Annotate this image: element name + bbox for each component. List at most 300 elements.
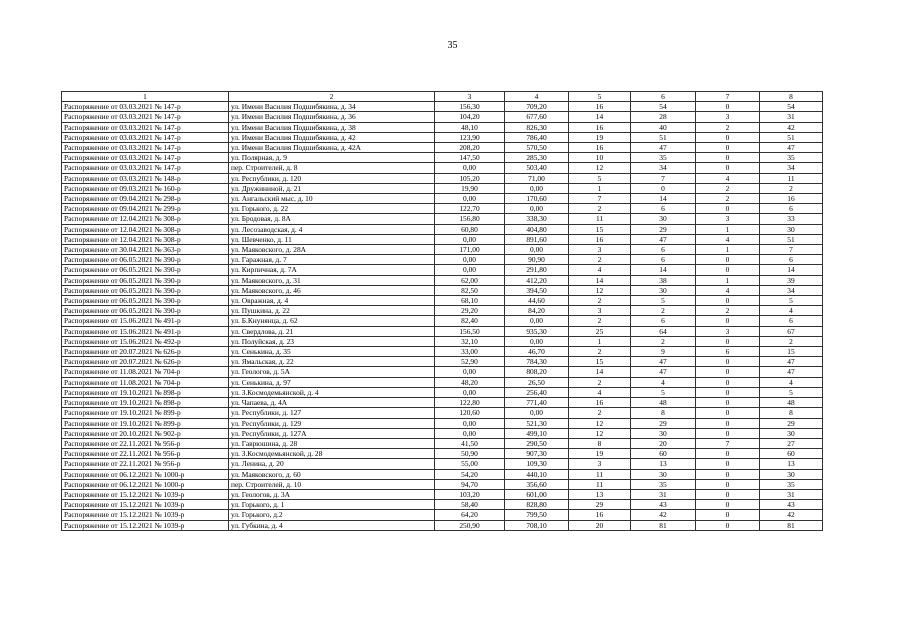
cell-col7: 4 bbox=[696, 234, 760, 244]
column-header: 8 bbox=[760, 92, 823, 102]
cell-col3: 41,50 bbox=[435, 438, 505, 448]
cell-col8: 31 bbox=[760, 489, 823, 499]
cell-col8: 60 bbox=[760, 449, 823, 459]
cell-col7: 4 bbox=[696, 285, 760, 295]
cell-col7: 0 bbox=[696, 449, 760, 459]
cell-col3: 104,20 bbox=[435, 112, 505, 122]
cell-address: ул. Лесозаводская, д. 4 bbox=[229, 224, 435, 234]
cell-col4: 709,20 bbox=[505, 102, 569, 112]
cell-col6: 34 bbox=[631, 163, 696, 173]
cell-col3: 156,30 bbox=[435, 102, 505, 112]
cell-col8: 42 bbox=[760, 122, 823, 132]
cell-col7: 0 bbox=[696, 500, 760, 510]
cell-col3: 0,00 bbox=[435, 387, 505, 397]
cell-col5: 14 bbox=[569, 275, 631, 285]
table-row bbox=[62, 194, 823, 204]
cell-col3: 64,20 bbox=[435, 510, 505, 520]
cell-col6: 5 bbox=[631, 387, 696, 397]
cell-col7: 0 bbox=[696, 510, 760, 520]
cell-col6: 30 bbox=[631, 469, 696, 479]
table-row bbox=[62, 306, 823, 316]
cell-col4: 404,80 bbox=[505, 224, 569, 234]
cell-col6: 6 bbox=[631, 245, 696, 255]
cell-address: ул. Геологов, д. 3А bbox=[229, 489, 435, 499]
cell-order: Распоряжение от 06.05.2021 № 390-р bbox=[62, 275, 229, 285]
cell-address: ул. Чапаева, д. 4А bbox=[229, 398, 435, 408]
cell-address: ул. Маяковского, д. 31 bbox=[229, 275, 435, 285]
table-row bbox=[62, 428, 823, 438]
cell-col7: 1 bbox=[696, 275, 760, 285]
table-row bbox=[62, 153, 823, 163]
cell-col8: 4 bbox=[760, 377, 823, 387]
cell-col7: 0 bbox=[696, 336, 760, 346]
cell-col4: 0,00 bbox=[505, 316, 569, 326]
cell-col8: 31 bbox=[760, 112, 823, 122]
cell-col8: 54 bbox=[760, 102, 823, 112]
cell-col6: 8 bbox=[631, 408, 696, 418]
page-number: 35 bbox=[447, 40, 458, 51]
cell-col8: 8 bbox=[760, 408, 823, 418]
cell-order: Распоряжение от 19.10.2021 № 899-р bbox=[62, 418, 229, 428]
cell-col3: 62,00 bbox=[435, 275, 505, 285]
cell-col7: 3 bbox=[696, 112, 760, 122]
cell-col4: 808,20 bbox=[505, 367, 569, 377]
cell-col3: 55,00 bbox=[435, 459, 505, 469]
cell-col3: 156,50 bbox=[435, 326, 505, 336]
cell-order: Распоряжение от 06.05.2021 № 390-р bbox=[62, 265, 229, 275]
cell-col8: 2 bbox=[760, 336, 823, 346]
cell-col8: 47 bbox=[760, 143, 823, 153]
cell-col3: 33,00 bbox=[435, 347, 505, 357]
cell-col3: 156,80 bbox=[435, 214, 505, 224]
cell-col4: 826,30 bbox=[505, 122, 569, 132]
cell-address: ул. Дружининой, д. 21 bbox=[229, 183, 435, 193]
cell-col5: 2 bbox=[569, 377, 631, 387]
cell-col8: 7 bbox=[760, 245, 823, 255]
table-row bbox=[62, 316, 823, 326]
cell-address: пер. Строителей, д. 10 bbox=[229, 479, 435, 489]
table-row bbox=[62, 336, 823, 346]
cell-col5: 19 bbox=[569, 449, 631, 459]
cell-col4: 499,10 bbox=[505, 428, 569, 438]
cell-col3: 48,20 bbox=[435, 377, 505, 387]
cell-col5: 16 bbox=[569, 510, 631, 520]
cell-col5: 16 bbox=[569, 398, 631, 408]
table-row bbox=[62, 214, 823, 224]
cell-col6: 42 bbox=[631, 510, 696, 520]
cell-order: Распоряжение от 15.06.2021 № 491-р bbox=[62, 326, 229, 336]
cell-col6: 13 bbox=[631, 459, 696, 469]
cell-col7: 0 bbox=[696, 255, 760, 265]
cell-col7: 2 bbox=[696, 194, 760, 204]
cell-address: ул. Гаражная, д. 7 bbox=[229, 255, 435, 265]
cell-address: ул. Пушкина, д. 22 bbox=[229, 306, 435, 316]
cell-col6: 2 bbox=[631, 336, 696, 346]
cell-col8: 48 bbox=[760, 398, 823, 408]
table-row bbox=[62, 520, 823, 530]
cell-col5: 2 bbox=[569, 296, 631, 306]
cell-col3: 54,20 bbox=[435, 469, 505, 479]
cell-col5: 2 bbox=[569, 204, 631, 214]
cell-order: Распоряжение от 15.06.2021 № 491-р bbox=[62, 316, 229, 326]
cell-col8: 43 bbox=[760, 500, 823, 510]
cell-col3: 250,90 bbox=[435, 520, 505, 530]
cell-order: Распоряжение от 12.04.2021 № 308-р bbox=[62, 234, 229, 244]
cell-col6: 20 bbox=[631, 438, 696, 448]
cell-order: Распоряжение от 22.11.2021 № 956-р bbox=[62, 438, 229, 448]
cell-col8: 34 bbox=[760, 163, 823, 173]
cell-col6: 81 bbox=[631, 520, 696, 530]
cell-col6: 30 bbox=[631, 285, 696, 295]
cell-col5: 25 bbox=[569, 326, 631, 336]
table-row bbox=[62, 438, 823, 448]
cell-col3: 171,00 bbox=[435, 245, 505, 255]
cell-order: Распоряжение от 22.11.2021 № 956-р bbox=[62, 449, 229, 459]
cell-col3: 0,00 bbox=[435, 418, 505, 428]
cell-col3: 68,10 bbox=[435, 296, 505, 306]
cell-col5: 29 bbox=[569, 500, 631, 510]
cell-col6: 28 bbox=[631, 112, 696, 122]
cell-col5: 12 bbox=[569, 285, 631, 295]
cell-address: ул. Имени Василия Подшибякина, д. 38 bbox=[229, 122, 435, 132]
cell-order: Распоряжение от 19.10.2021 № 899-р bbox=[62, 408, 229, 418]
cell-col8: 13 bbox=[760, 459, 823, 469]
cell-address: ул. Имени Василия Подшибякина, д. 42А bbox=[229, 143, 435, 153]
cell-col6: 30 bbox=[631, 428, 696, 438]
cell-col8: 14 bbox=[760, 265, 823, 275]
cell-col7: 0 bbox=[696, 316, 760, 326]
table-row bbox=[62, 183, 823, 193]
cell-col5: 4 bbox=[569, 387, 631, 397]
cell-col4: 935,30 bbox=[505, 326, 569, 336]
table-row bbox=[62, 245, 823, 255]
cell-address: ул. Геологов, д. 5А bbox=[229, 367, 435, 377]
cell-col4: 356,60 bbox=[505, 479, 569, 489]
cell-address: пер. Строителей, д. 8 bbox=[229, 163, 435, 173]
cell-address: ул. Маяковского, д. 28А bbox=[229, 245, 435, 255]
cell-order: Распоряжение от 09.04.2021 № 299-р bbox=[62, 204, 229, 214]
cell-order: Распоряжение от 06.05.2021 № 390-р bbox=[62, 296, 229, 306]
cell-col7: 0 bbox=[696, 377, 760, 387]
table-row bbox=[62, 510, 823, 520]
cell-col3: 0,00 bbox=[435, 163, 505, 173]
table-row bbox=[62, 112, 823, 122]
cell-col6: 35 bbox=[631, 479, 696, 489]
cell-address: ул. З.Космодемьянской, д. 4 bbox=[229, 387, 435, 397]
cell-col4: 786,40 bbox=[505, 132, 569, 142]
cell-col4: 828,80 bbox=[505, 500, 569, 510]
cell-col5: 12 bbox=[569, 163, 631, 173]
cell-col6: 31 bbox=[631, 489, 696, 499]
cell-col8: 6 bbox=[760, 316, 823, 326]
cell-address: ул. Горького, д.2 bbox=[229, 510, 435, 520]
cell-col4: 784,30 bbox=[505, 357, 569, 367]
cell-order: Распоряжение от 06.05.2021 № 390-р bbox=[62, 306, 229, 316]
cell-col8: 2 bbox=[760, 183, 823, 193]
cell-address: ул. Бродовая, д. 8А bbox=[229, 214, 435, 224]
cell-address: ул. Ленина, д. 20 bbox=[229, 459, 435, 469]
cell-col6: 5 bbox=[631, 296, 696, 306]
cell-col4: 26,50 bbox=[505, 377, 569, 387]
cell-order: Распоряжение от 06.12.2021 № 1000-р bbox=[62, 469, 229, 479]
cell-order: Распоряжение от 15.12.2021 № 1039-р bbox=[62, 520, 229, 530]
cell-address: ул. Губкина, д. 4 bbox=[229, 520, 435, 530]
cell-col8: 6 bbox=[760, 204, 823, 214]
cell-col8: 47 bbox=[760, 357, 823, 367]
cell-order: Распоряжение от 09.03.2021 № 160-р bbox=[62, 183, 229, 193]
table-row bbox=[62, 102, 823, 112]
cell-order: Распоряжение от 11.08.2021 № 704-р bbox=[62, 377, 229, 387]
cell-order: Распоряжение от 03.03.2021 № 148-р bbox=[62, 173, 229, 183]
cell-order: Распоряжение от 30.04.2021 № 363-р bbox=[62, 245, 229, 255]
column-header: 1 bbox=[62, 92, 229, 102]
table-row bbox=[62, 265, 823, 275]
cell-col5: 12 bbox=[569, 418, 631, 428]
table-row bbox=[62, 449, 823, 459]
cell-col8: 33 bbox=[760, 214, 823, 224]
column-header: 6 bbox=[631, 92, 696, 102]
cell-col4: 0,00 bbox=[505, 183, 569, 193]
cell-col7: 0 bbox=[696, 489, 760, 499]
cell-order: Распоряжение от 06.05.2021 № 390-р bbox=[62, 285, 229, 295]
cell-col6: 47 bbox=[631, 357, 696, 367]
cell-col6: 48 bbox=[631, 398, 696, 408]
table-row bbox=[62, 275, 823, 285]
cell-col6: 54 bbox=[631, 102, 696, 112]
cell-order: Распоряжение от 19.10.2021 № 898-р bbox=[62, 387, 229, 397]
cell-address: ул. Сенькина, д. 35 bbox=[229, 347, 435, 357]
cell-col5: 13 bbox=[569, 489, 631, 499]
cell-col8: 51 bbox=[760, 234, 823, 244]
cell-col3: 50,90 bbox=[435, 449, 505, 459]
cell-col7: 0 bbox=[696, 418, 760, 428]
cell-address: ул. Республики, д. 127 bbox=[229, 408, 435, 418]
cell-address: ул. Маяковского, д. 46 bbox=[229, 285, 435, 295]
cell-col3: 0,00 bbox=[435, 234, 505, 244]
cell-address: ул. Полярная, д. 9 bbox=[229, 153, 435, 163]
cell-order: Распоряжение от 15.12.2021 № 1039-р bbox=[62, 510, 229, 520]
cell-col4: 521,30 bbox=[505, 418, 569, 428]
cell-col8: 30 bbox=[760, 428, 823, 438]
table-row bbox=[62, 255, 823, 265]
cell-col4: 44,60 bbox=[505, 296, 569, 306]
cell-col4: 84,20 bbox=[505, 306, 569, 316]
cell-col7: 0 bbox=[696, 357, 760, 367]
cell-col6: 30 bbox=[631, 214, 696, 224]
cell-col5: 5 bbox=[569, 173, 631, 183]
cell-col3: 58,40 bbox=[435, 500, 505, 510]
table-row bbox=[62, 285, 823, 295]
cell-col3: 29,20 bbox=[435, 306, 505, 316]
cell-address: ул. Шевченко, д. 11 bbox=[229, 234, 435, 244]
cell-col5: 3 bbox=[569, 459, 631, 469]
table-row bbox=[62, 224, 823, 234]
cell-col6: 47 bbox=[631, 367, 696, 377]
cell-order: Распоряжение от 20.10.2021 № 902-р bbox=[62, 428, 229, 438]
table-row bbox=[62, 347, 823, 357]
table-header-row bbox=[62, 92, 823, 102]
cell-order: Распоряжение от 15.12.2021 № 1039-р bbox=[62, 489, 229, 499]
table-row bbox=[62, 326, 823, 336]
cell-col5: 2 bbox=[569, 316, 631, 326]
cell-col3: 60,80 bbox=[435, 224, 505, 234]
cell-col5: 19 bbox=[569, 132, 631, 142]
cell-col8: 6 bbox=[760, 255, 823, 265]
cell-col3: 0,00 bbox=[435, 367, 505, 377]
cell-col8: 39 bbox=[760, 275, 823, 285]
table-row bbox=[62, 173, 823, 183]
cell-col5: 16 bbox=[569, 143, 631, 153]
cell-col4: 90,90 bbox=[505, 255, 569, 265]
cell-col4: 0,00 bbox=[505, 408, 569, 418]
cell-col4: 412,20 bbox=[505, 275, 569, 285]
table-row bbox=[62, 418, 823, 428]
cell-col7: 1 bbox=[696, 224, 760, 234]
table-row bbox=[62, 489, 823, 499]
cell-col7: 0 bbox=[696, 132, 760, 142]
cell-col3: 122,70 bbox=[435, 204, 505, 214]
table-row bbox=[62, 469, 823, 479]
table-row bbox=[62, 367, 823, 377]
cell-col4: 799,50 bbox=[505, 510, 569, 520]
cell-col5: 12 bbox=[569, 428, 631, 438]
cell-col7: 0 bbox=[696, 143, 760, 153]
cell-col4: 338,30 bbox=[505, 214, 569, 224]
cell-col7: 0 bbox=[696, 367, 760, 377]
cell-col8: 47 bbox=[760, 367, 823, 377]
cell-col7: 2 bbox=[696, 306, 760, 316]
cell-col5: 2 bbox=[569, 255, 631, 265]
cell-col7: 0 bbox=[696, 204, 760, 214]
cell-col5: 3 bbox=[569, 245, 631, 255]
cell-address: ул. Республики, д. 129 bbox=[229, 418, 435, 428]
column-header: 4 bbox=[505, 92, 569, 102]
cell-col3: 82,40 bbox=[435, 316, 505, 326]
column-header: 5 bbox=[569, 92, 631, 102]
cell-col8: 34 bbox=[760, 285, 823, 295]
cell-col4: 394,50 bbox=[505, 285, 569, 295]
column-header: 2 bbox=[229, 92, 435, 102]
cell-col5: 20 bbox=[569, 520, 631, 530]
cell-col6: 51 bbox=[631, 132, 696, 142]
cell-address: ул. Имени Василия Подшибякина, д. 34 bbox=[229, 102, 435, 112]
table-row bbox=[62, 122, 823, 132]
cell-order: Распоряжение от 19.10.2021 № 898-р bbox=[62, 398, 229, 408]
cell-col7: 4 bbox=[696, 173, 760, 183]
cell-col5: 15 bbox=[569, 357, 631, 367]
cell-address: ул. Гаврюшина, д. 28 bbox=[229, 438, 435, 448]
cell-col6: 47 bbox=[631, 234, 696, 244]
cell-order: Распоряжение от 06.05.2021 № 390-р bbox=[62, 255, 229, 265]
cell-col8: 42 bbox=[760, 510, 823, 520]
cell-col5: 14 bbox=[569, 112, 631, 122]
cell-col7: 0 bbox=[696, 387, 760, 397]
table-row bbox=[62, 357, 823, 367]
cell-col5: 10 bbox=[569, 153, 631, 163]
cell-order: Распоряжение от 03.03.2021 № 147-р bbox=[62, 163, 229, 173]
cell-order: Распоряжение от 22.11.2021 № 956-р bbox=[62, 459, 229, 469]
cell-col8: 35 bbox=[760, 153, 823, 163]
cell-col4: 46,70 bbox=[505, 347, 569, 357]
cell-col6: 2 bbox=[631, 306, 696, 316]
cell-col3: 0,00 bbox=[435, 428, 505, 438]
table-body bbox=[62, 102, 823, 531]
cell-col3: 19,90 bbox=[435, 183, 505, 193]
cell-col4: 256,40 bbox=[505, 387, 569, 397]
cell-col7: 0 bbox=[696, 265, 760, 275]
cell-col7: 7 bbox=[696, 438, 760, 448]
cell-col4: 601,00 bbox=[505, 489, 569, 499]
cell-order: Распоряжение от 20.07.2021 № 626-р bbox=[62, 357, 229, 367]
cell-col7: 0 bbox=[696, 102, 760, 112]
cell-col7: 3 bbox=[696, 214, 760, 224]
cell-col7: 2 bbox=[696, 183, 760, 193]
cell-col5: 8 bbox=[569, 438, 631, 448]
column-header: 3 bbox=[435, 92, 505, 102]
cell-col4: 109,30 bbox=[505, 459, 569, 469]
cell-address: ул. Имени Василия Подшибякина, д. 36 bbox=[229, 112, 435, 122]
cell-col4: 0,00 bbox=[505, 336, 569, 346]
cell-col6: 7 bbox=[631, 173, 696, 183]
column-header: 7 bbox=[696, 92, 760, 102]
cell-col6: 14 bbox=[631, 265, 696, 275]
data-table bbox=[61, 91, 823, 531]
cell-address: ул. Б.Кнунянца, д. 62 bbox=[229, 316, 435, 326]
cell-col8: 15 bbox=[760, 347, 823, 357]
cell-address: ул. Сенькина, д. 97 bbox=[229, 377, 435, 387]
cell-col5: 4 bbox=[569, 265, 631, 275]
cell-order: Распоряжение от 15.06.2021 № 492-р bbox=[62, 336, 229, 346]
cell-col5: 2 bbox=[569, 408, 631, 418]
cell-col8: 27 bbox=[760, 438, 823, 448]
table-row bbox=[62, 204, 823, 214]
cell-address: ул. Горького, д. 1 bbox=[229, 500, 435, 510]
cell-order: Распоряжение от 03.03.2021 № 147-р bbox=[62, 143, 229, 153]
cell-col5: 14 bbox=[569, 367, 631, 377]
cell-col3: 0,00 bbox=[435, 255, 505, 265]
cell-order: Распоряжение от 03.03.2021 № 147-р bbox=[62, 112, 229, 122]
cell-col6: 64 bbox=[631, 326, 696, 336]
cell-col5: 11 bbox=[569, 214, 631, 224]
cell-order: Распоряжение от 11.08.2021 № 704-р bbox=[62, 367, 229, 377]
cell-col4: 71,00 bbox=[505, 173, 569, 183]
cell-col3: 208,20 bbox=[435, 143, 505, 153]
cell-col7: 0 bbox=[696, 153, 760, 163]
cell-address: ул. Имени Василия Подшибякина, д. 42 bbox=[229, 132, 435, 142]
cell-col6: 43 bbox=[631, 500, 696, 510]
table-row bbox=[62, 163, 823, 173]
cell-col5: 7 bbox=[569, 194, 631, 204]
cell-col3: 122,80 bbox=[435, 398, 505, 408]
cell-col4: 440,10 bbox=[505, 469, 569, 479]
table-row bbox=[62, 479, 823, 489]
cell-col4: 0,00 bbox=[505, 245, 569, 255]
cell-address: ул. Горького, д. 22 bbox=[229, 204, 435, 214]
cell-col4: 0,00 bbox=[505, 204, 569, 214]
cell-col8: 11 bbox=[760, 173, 823, 183]
cell-col7: 0 bbox=[696, 469, 760, 479]
table-row bbox=[62, 132, 823, 142]
cell-col4: 891,60 bbox=[505, 234, 569, 244]
cell-col3: 120,60 bbox=[435, 408, 505, 418]
cell-col4: 503,40 bbox=[505, 163, 569, 173]
cell-col4: 677,60 bbox=[505, 112, 569, 122]
cell-address: ул. З.Космодемьянской, д. 28 bbox=[229, 449, 435, 459]
cell-col7: 0 bbox=[696, 459, 760, 469]
cell-col8: 16 bbox=[760, 194, 823, 204]
cell-address: ул. Республики, д. 120 bbox=[229, 173, 435, 183]
cell-col5: 11 bbox=[569, 469, 631, 479]
